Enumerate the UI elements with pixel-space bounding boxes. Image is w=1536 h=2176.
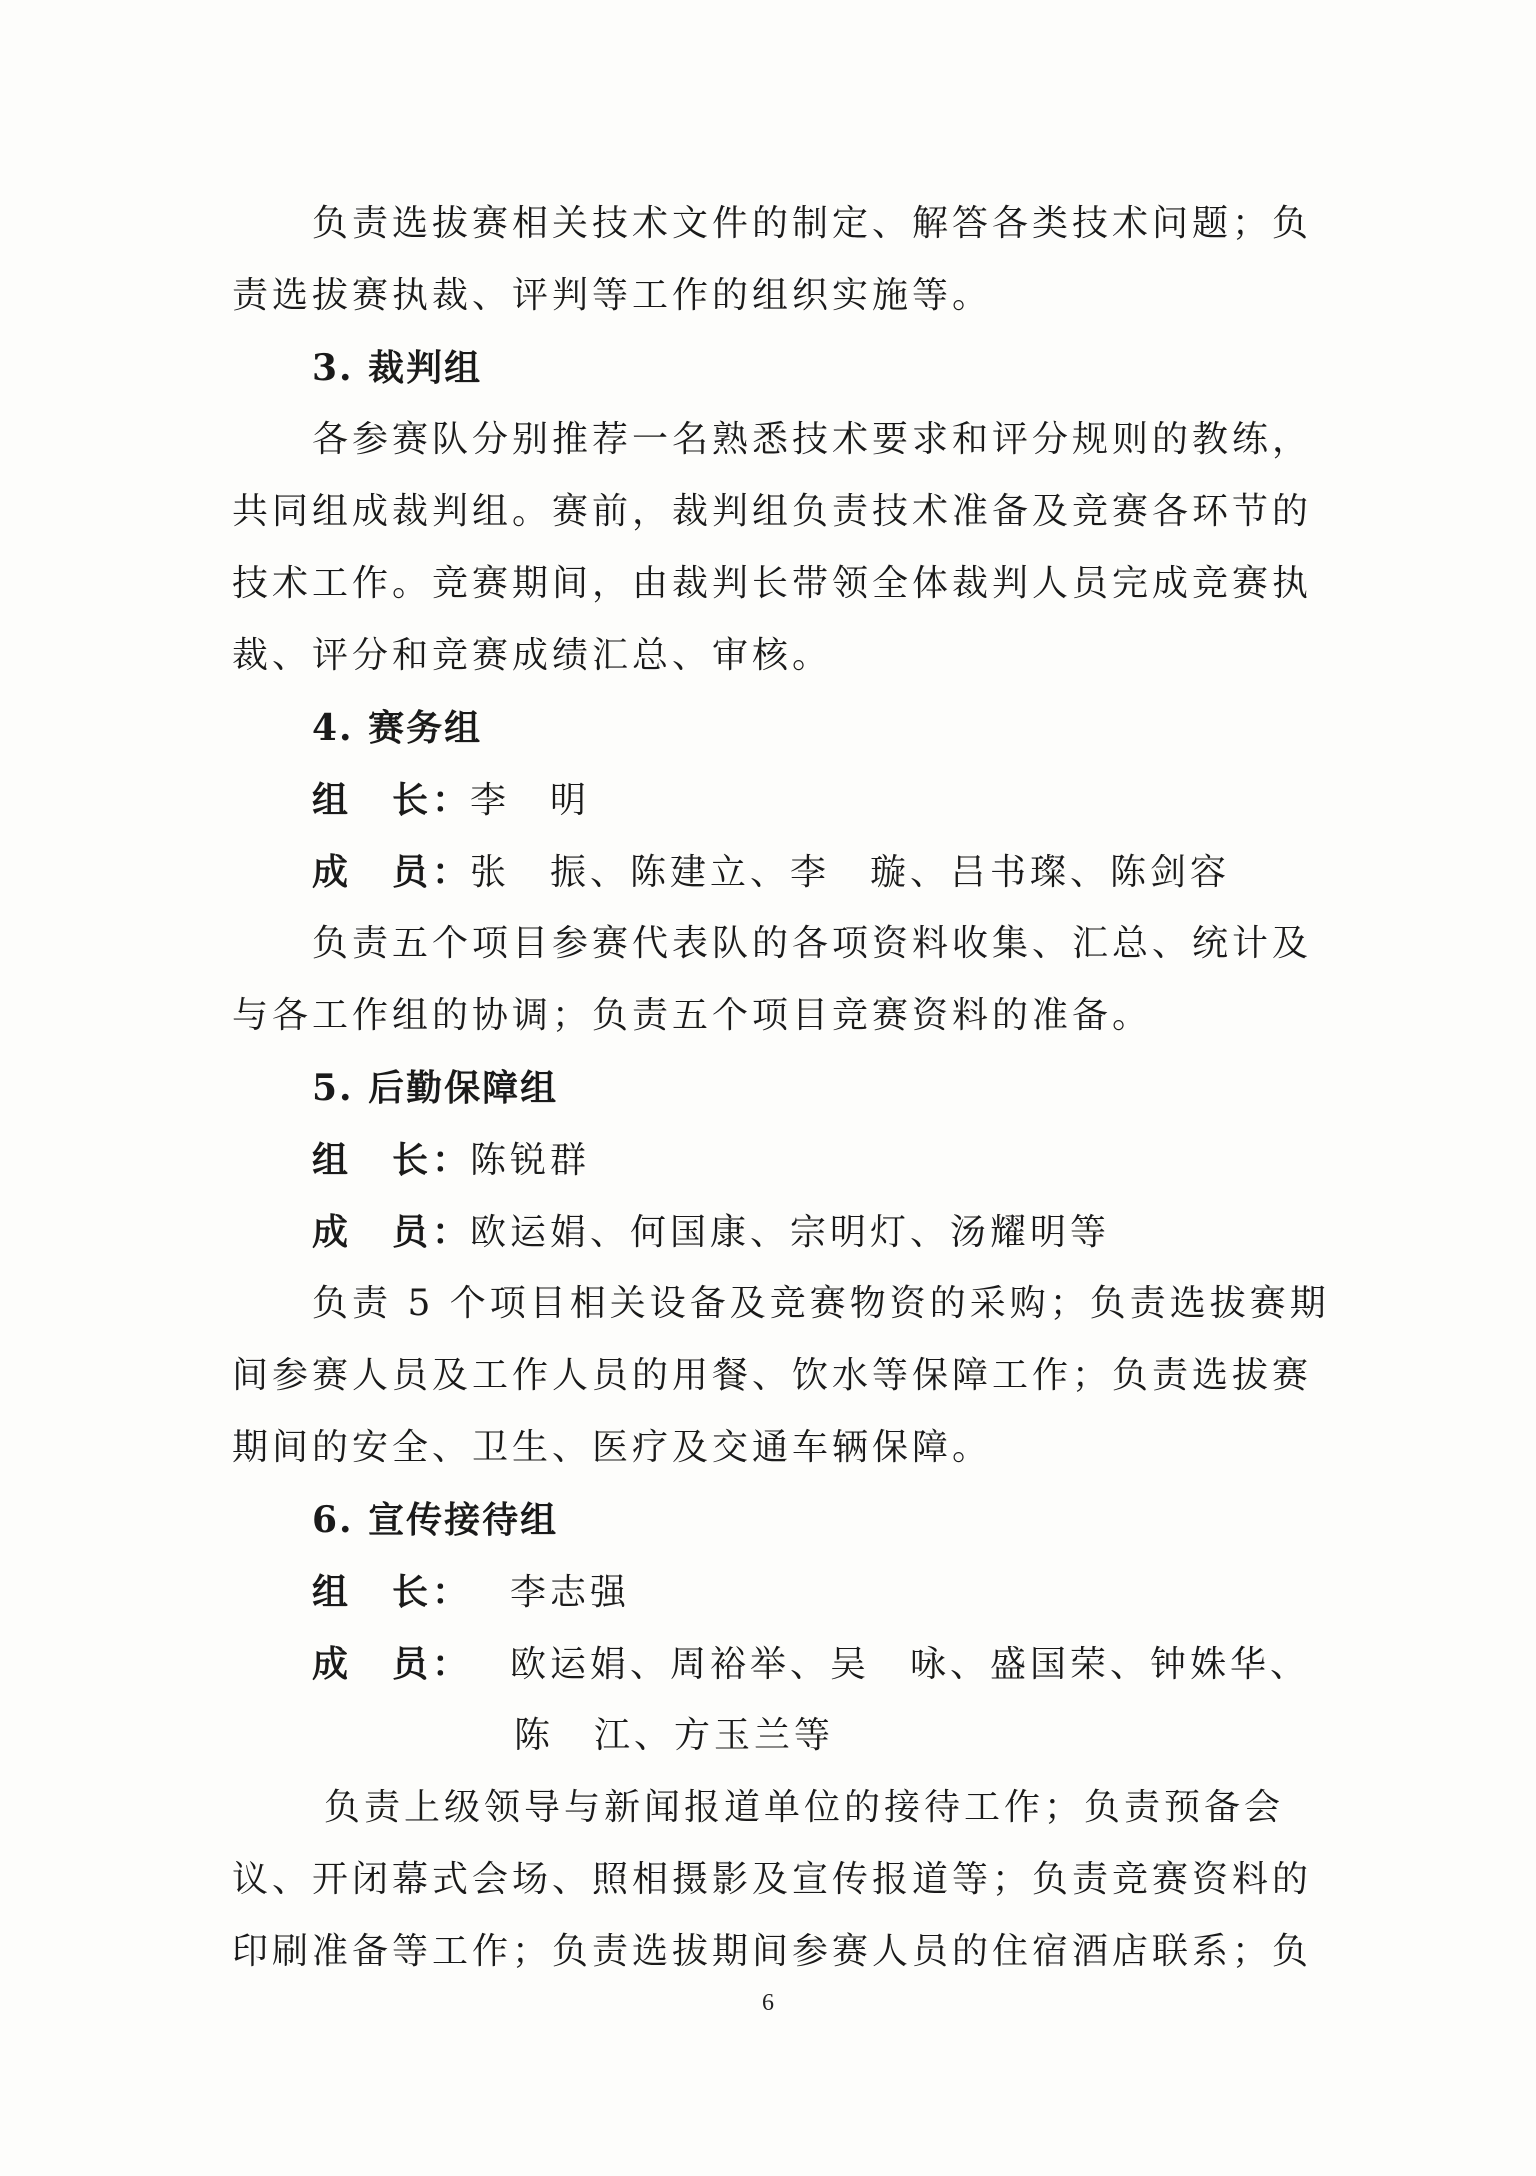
paragraph-line: 议、开闭幕式会场、照相摄影及宣传报道等；负责竞赛资料的 bbox=[232, 1859, 1313, 1900]
field-label: 成 员： bbox=[312, 1643, 473, 1685]
members-line bbox=[232, 836, 1310, 908]
field-value: 张 振、陈建立、李 璇、吕书璨、陈剑容 bbox=[470, 852, 1231, 893]
field-value: 欧运娟、周裕举、吴 咏、盛国荣、钟姝华、 bbox=[470, 1644, 1311, 1685]
field-label: 组 长： bbox=[312, 1139, 473, 1181]
field-value: 陈锐群 bbox=[470, 1140, 591, 1181]
paragraph-line: 负责选拔赛相关技术文件的制定、解答各类技术问题；负 bbox=[312, 203, 1313, 244]
paragraph-line: 间参赛人员及工作人员的用餐、饮水等保障工作；负责选拔赛 bbox=[232, 1355, 1313, 1396]
field-label: 成 员： bbox=[312, 1211, 473, 1253]
section-heading-affairs-group: 4. 赛务组 bbox=[312, 707, 483, 749]
members-continuation: 陈 江、方玉兰等 bbox=[514, 1715, 835, 1756]
field-value: 欧运娟、何国康、宗明灯、汤耀明等 bbox=[470, 1212, 1111, 1253]
paragraph-line: 负责五个项目参赛代表队的各项资料收集、汇总、统计及 bbox=[312, 923, 1313, 964]
paragraph-line: 印刷准备等工作；负责选拔期间参赛人员的住宿酒店联系；负 bbox=[232, 1931, 1313, 1972]
field-label: 组 长： bbox=[312, 779, 473, 821]
leader-line bbox=[232, 764, 1310, 836]
paragraph-line: 共同组成裁判组。赛前，裁判组负责技术准备及竞赛各环节的 bbox=[232, 491, 1313, 532]
field-label: 成 员： bbox=[312, 851, 473, 893]
page-number: 6 bbox=[762, 1990, 774, 2016]
field-value: 李 明 bbox=[470, 780, 591, 821]
document-body bbox=[232, 188, 1330, 1988]
paragraph-line: 裁、评分和竞赛成绩汇总、审核。 bbox=[232, 635, 833, 676]
paragraph-line: 期间的安全、卫生、医疗及交通车辆保障。 bbox=[232, 1427, 993, 1468]
paragraph-line: 各参赛队分别推荐一名熟悉技术要求和评分规则的教练， bbox=[312, 419, 1313, 460]
field-value: 李志强 bbox=[470, 1572, 631, 1613]
paragraph-line: 责选拔赛执裁、评判等工作的组织实施等。 bbox=[232, 275, 993, 316]
paragraph-line: 技术工作。竞赛期间，由裁判长带领全体裁判人员完成竞赛执 bbox=[232, 563, 1313, 604]
leader-line bbox=[232, 1556, 1310, 1628]
paragraph-line: 与各工作组的协调；负责五个项目竞赛资料的准备。 bbox=[232, 995, 1153, 1036]
members-line bbox=[232, 1628, 1310, 1700]
paragraph-line: 负责上级领导与新闻报道单位的接待工作；负责预备会 bbox=[324, 1787, 1285, 1828]
section-heading-logistics-group: 5. 后勤保障组 bbox=[312, 1067, 559, 1109]
section-heading-publicity-group: 6. 宣传接待组 bbox=[312, 1499, 559, 1541]
field-label: 组 长： bbox=[312, 1571, 473, 1613]
members-line bbox=[232, 1196, 1310, 1268]
paragraph-line: 负责 5 个项目相关设备及竞赛物资的采购；负责选拔赛期 bbox=[312, 1283, 1330, 1324]
section-heading-referee-group: 3. 裁判组 bbox=[312, 347, 483, 389]
leader-line bbox=[232, 1124, 1310, 1196]
